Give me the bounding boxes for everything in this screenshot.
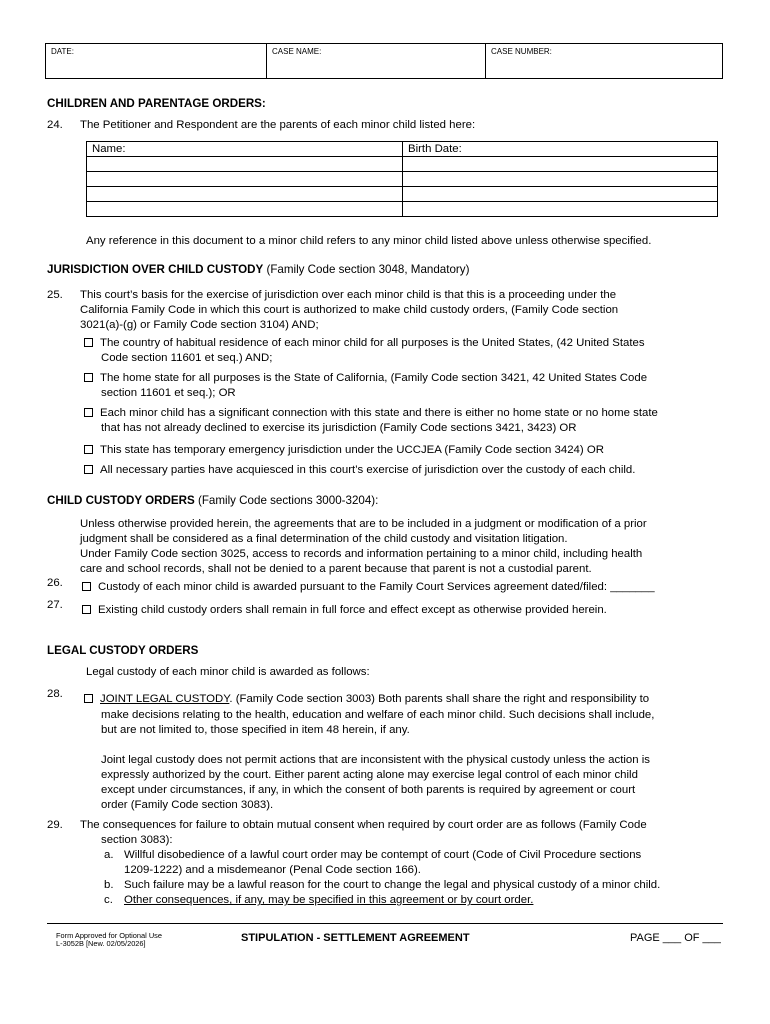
item-28-line-2: make decisions relating to the health, education and welfare of each minor child. Such decisions shall include, xyxy=(101,709,655,721)
item-25-number: 25. xyxy=(47,289,63,301)
item-25-line-3: 3021(a)-(g) or Family Code section 3104) AND; xyxy=(80,319,319,331)
jurisdiction-option-temporary-emergency xyxy=(84,443,604,458)
child-birth-date-cell[interactable] xyxy=(403,157,718,172)
table-row xyxy=(87,157,718,172)
child-name-cell[interactable] xyxy=(87,202,403,217)
name-column-header: Name: xyxy=(87,142,403,157)
case-number-field[interactable] xyxy=(485,44,723,78)
jurisdiction-option-significant-connection xyxy=(84,406,658,421)
custody-heading xyxy=(47,494,378,507)
item-24-text: The Petitioner and Respondent are the parents of each minor child listed here: xyxy=(80,119,476,131)
item-29-line-2: section 3083): xyxy=(101,834,173,846)
child-name-cell[interactable] xyxy=(87,172,403,187)
birth-date-column-header: Birth Date: xyxy=(403,142,718,157)
case-name-field[interactable] xyxy=(266,44,485,78)
table-header-row xyxy=(87,142,718,157)
jurisdiction-heading-note: (Family Code section 3048, Mandatory) xyxy=(263,263,470,276)
item-29-number: 29. xyxy=(47,819,63,831)
footer-title: STIPULATION - SETTLEMENT AGREEMENT xyxy=(241,932,470,944)
item-26 xyxy=(82,580,655,595)
significant-connection-checkbox[interactable] xyxy=(84,408,93,417)
option-text: All necessary parties have acquiesced in this court’s exercise of jurisdiction over the custody of each child. xyxy=(100,464,636,476)
joint-legal-custody-title: JOINT LEGAL CUSTODY xyxy=(100,693,230,705)
item-26-text: Custody of each minor child is awarded pursuant to the Family Court Services agreement dated/filed: _______ xyxy=(98,581,655,593)
item-29-line-1: The consequences for failure to obtain mutual consent when required by court order are as follows (Family Code xyxy=(80,819,647,831)
item-27-text: Existing child custody orders shall remain in full force and effect except as otherwise provided herein. xyxy=(98,604,607,616)
children-table xyxy=(86,141,718,217)
child-birth-date-cell[interactable] xyxy=(403,187,718,202)
reference-note: Any reference in this document to a minor child refers to any minor child listed above unless otherwise specified. xyxy=(86,235,652,247)
option-text: This state has temporary emergency jurisdiction under the UCCJEA (Family Code section 3424) OR xyxy=(100,444,604,456)
item-27 xyxy=(82,603,607,618)
acquiesced-checkbox[interactable] xyxy=(84,465,93,474)
case-name-label: CASE NAME: xyxy=(272,47,322,56)
item-24-number: 24. xyxy=(47,119,63,131)
legal-custody-heading: LEGAL CUSTODY ORDERS xyxy=(47,644,199,657)
child-birth-date-cell[interactable] xyxy=(403,172,718,187)
custody-heading-title: CHILD CUSTODY ORDERS xyxy=(47,494,195,507)
item-28-para2-line-1: Joint legal custody does not permit actions that are inconsistent with the physical custody unless the action is xyxy=(101,754,650,766)
item-26-number: 26. xyxy=(47,577,63,589)
existing-orders-checkbox[interactable] xyxy=(82,605,91,614)
child-name-cell[interactable] xyxy=(87,187,403,202)
joint-legal-custody-checkbox[interactable] xyxy=(84,694,93,703)
page-number: PAGE ___ OF ___ xyxy=(630,932,721,944)
custody-intro-line-1: Unless otherwise provided herein, the agreements that are to be included in a judgment or modification of a prior xyxy=(80,518,647,530)
habitual-residence-checkbox[interactable] xyxy=(84,338,93,347)
item-29c-text: Other consequences, if any, may be specified in this agreement or by court order. xyxy=(124,894,534,906)
custody-intro-line-2: judgment shall be considered as a final determination of the child custody and visitation litigation. xyxy=(80,533,568,545)
custody-intro-line-4: care and school records, shall not be denied to a parent because that parent is not a custodial parent. xyxy=(80,563,592,575)
option-continuation: Code section 11601 et seq.) AND; xyxy=(101,352,273,364)
jurisdiction-option-home-state xyxy=(84,371,647,386)
option-continuation: section 11601 et seq.); OR xyxy=(101,387,236,399)
item-28-first-line: . (Family Code section 3003) Both parents shall share the right and responsibility to xyxy=(229,693,650,705)
jurisdiction-heading xyxy=(47,263,469,276)
table-row xyxy=(87,172,718,187)
item-29a-line-2: 1209-1222) and a misdemeanor (Penal Code section 166). xyxy=(124,864,421,876)
item-27-number: 27. xyxy=(47,599,63,611)
item-29a-label: a. xyxy=(104,849,114,861)
temporary-emergency-checkbox[interactable] xyxy=(84,445,93,454)
item-28-line-3: but are not limited to, those specified in item 48 herein, if any. xyxy=(101,724,410,736)
item-29b-text: Such failure may be a lawful reason for the court to change the legal and physical custody of a minor child. xyxy=(124,879,661,891)
option-continuation: that has not already declined to exercise its jurisdiction (Family Code sections 3421, 3423) OR xyxy=(101,422,577,434)
date-field[interactable] xyxy=(46,44,266,78)
item-28-para2-line-2: expressly authorized by the court. Either parent acting alone may exercise legal control of each minor child xyxy=(101,769,638,781)
children-heading: CHILDREN AND PARENTAGE ORDERS: xyxy=(47,97,266,110)
item-25-line-2: California Family Code in which this court is authorized to make child custody orders, (Family Code section xyxy=(80,304,619,316)
table-row xyxy=(87,202,718,217)
custody-intro-line-3: Under Family Code section 3025, access to records and information pertaining to a minor child, including health xyxy=(80,548,643,560)
jurisdiction-option-acquiesced xyxy=(84,463,635,478)
date-label: DATE: xyxy=(51,47,74,56)
child-birth-date-cell[interactable] xyxy=(403,202,718,217)
item-29c-label: c. xyxy=(104,894,113,906)
option-text: Each minor child has a significant connection with this state and there is either no home state or no home state xyxy=(100,407,658,419)
legal-custody-intro: Legal custody of each minor child is awarded as follows: xyxy=(86,666,370,678)
item-28-para2-line-4: order (Family Code section 3083). xyxy=(101,799,274,811)
item-29b-label: b. xyxy=(104,879,114,891)
jurisdiction-option-habitual-residence xyxy=(84,336,645,351)
case-header-box xyxy=(45,43,723,79)
custody-heading-note: (Family Code sections 3000-3204): xyxy=(194,494,379,507)
case-number-label: CASE NUMBER: xyxy=(491,47,552,56)
item-29a-line-1: Willful disobedience of a lawful court order may be contempt of court (Code of Civil Procedure sections xyxy=(124,849,642,861)
item-28 xyxy=(84,692,649,707)
footer-rule xyxy=(47,923,723,924)
option-text: The country of habitual residence of each minor child for all purposes is the United States, (42 United States xyxy=(100,337,645,349)
item-25-line-1: This court’s basis for the exercise of jurisdiction over each minor child is that this is a proceeding under the xyxy=(80,289,617,301)
form-approved-line: Form Approved for Optional Use xyxy=(56,931,162,940)
home-state-checkbox[interactable] xyxy=(84,373,93,382)
table-row xyxy=(87,187,718,202)
item-28-number: 28. xyxy=(47,688,63,700)
child-name-cell[interactable] xyxy=(87,157,403,172)
form-number-line: L-3052B [New. 02/05/2026] xyxy=(56,939,146,948)
item-28-para2-line-3: except under circumstances, if any, in which the consent of both parents is required by agreement or court xyxy=(101,784,636,796)
fcs-agreement-checkbox[interactable] xyxy=(82,582,91,591)
option-text: The home state for all purposes is the State of California, (Family Code section 3421, 42 United States Code xyxy=(100,372,648,384)
jurisdiction-heading-title: JURISDICTION OVER CHILD CUSTODY xyxy=(47,263,264,276)
